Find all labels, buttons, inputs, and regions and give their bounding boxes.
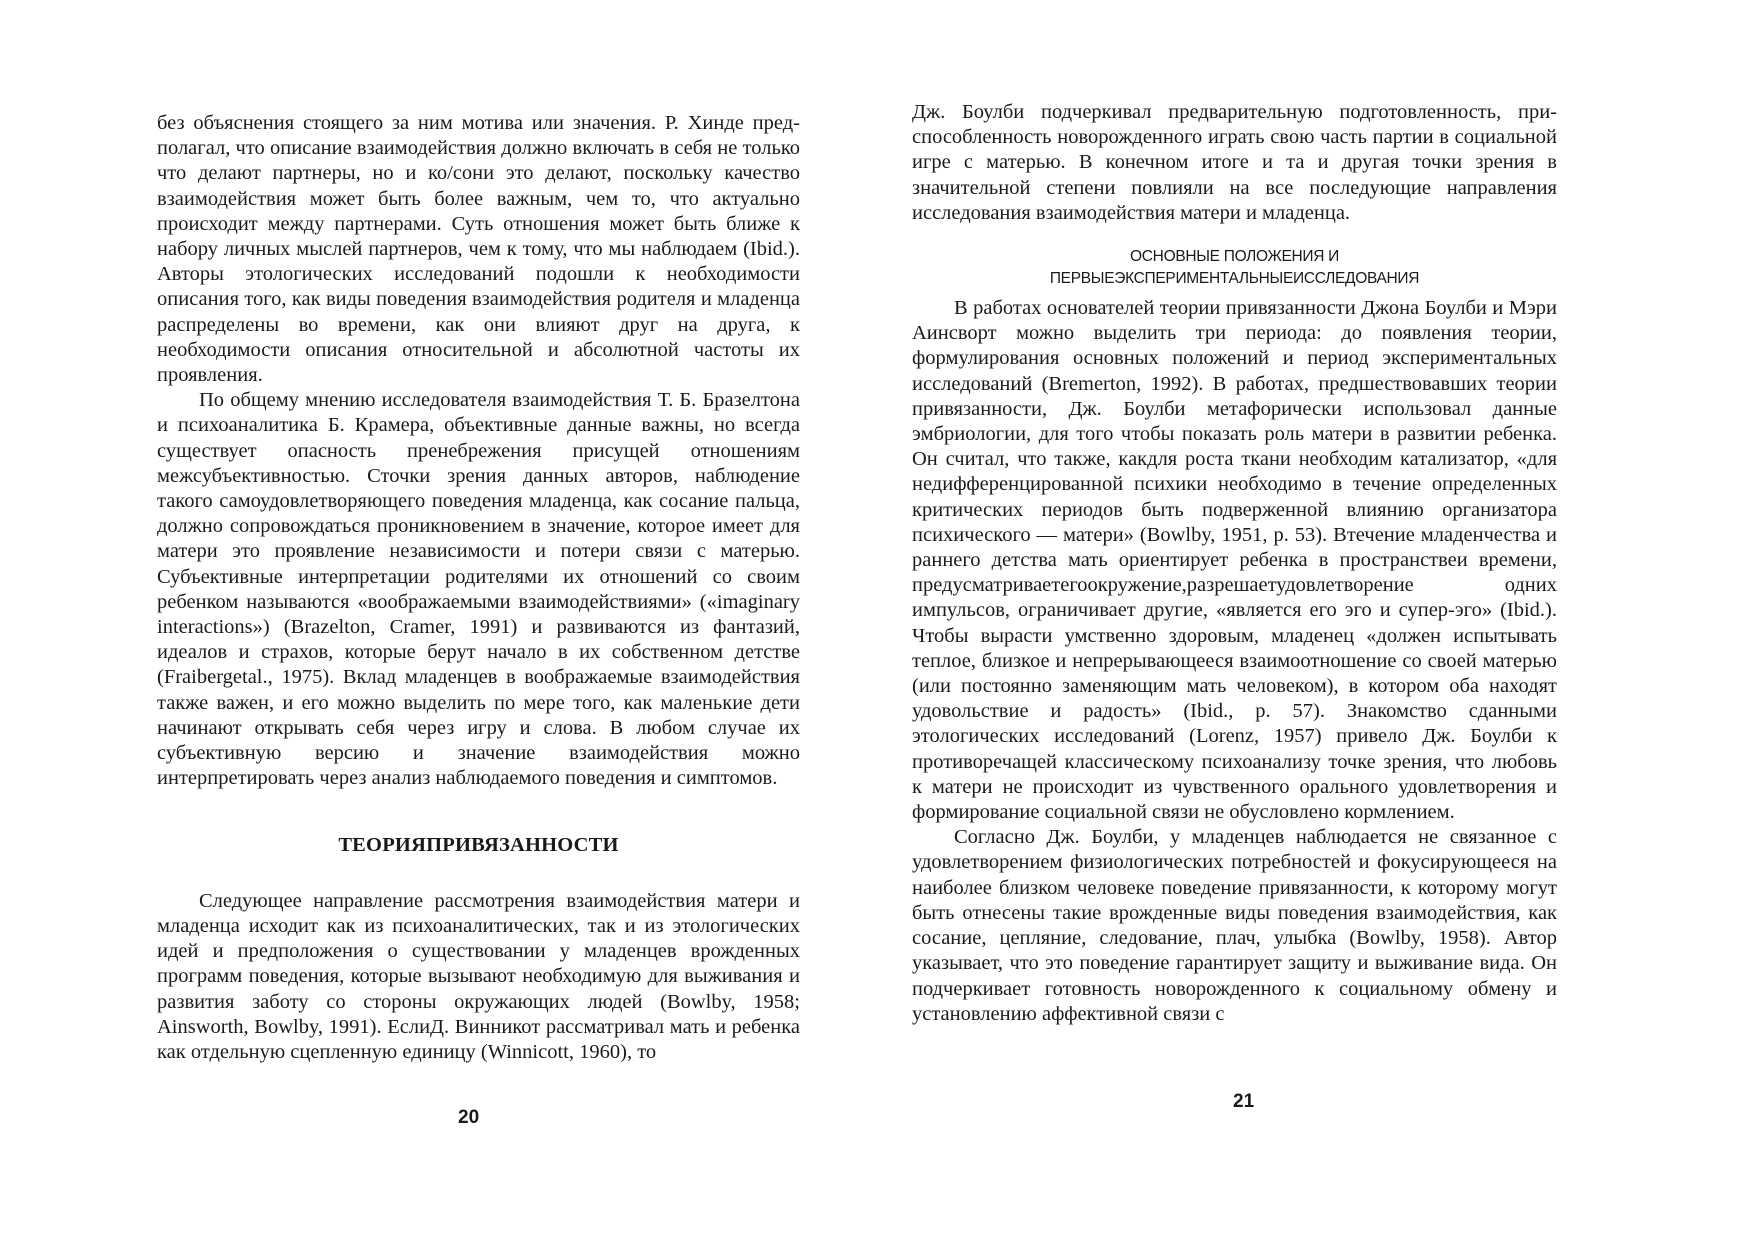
right-page-text-column — [912, 100, 1557, 1027]
left-page-text-column — [157, 111, 800, 1065]
right-paragraph-1: Дж. Боулби подчеркивал предварительную подготовленность, приспособленность новорожденного играть свою часть партии в социальной игре с матерью. В конечном итоге и та и другая точки зрения в значительной степени повлияли на все последующие направления исследования взаимодействия матери и младенца. — [912, 101, 1557, 224]
right-paragraph-2: В работах основателей теории привязанности Джона Боулби и Мэри Аинсворт можно выделить три периода: до появления теории, формулирования основных положений и период экспериментальных исследований (Bremerton, 1992). В работах, предшествовавших теории привязанности, Дж. Боулби метафорически использовал данные эмбриологии, для того чтобы показать роль матери в развитии ребенка. Он считал, что также, какдля роста ткани необходим катализатор, «для недифференцированной психики необходимо в течение определенных критических периодов быть подверженной влиянию организатора психического — матери» (Bowlby, 1951, p. 53). Втечение младенчества и раннего детства мать ориентирует ребенка в пространствеи времени, предусматриваетегоокружение,разрешаетудовлетворение одних импульсов, ограничивает другие, «является его эго и супер-эго» (Ibid.). Чтобы вырасти умственно здоровым, младенец «должен испытывать теплое, близкое и непрерывающееся взаимоотношение со своей матерью (или постоянно заменяющим мать человеком), в котором оба находят удовольствие и радость» (Ibid., p. 57). Знакомство сданными этологических исследований (Lorenz, 1957) привело Дж. Боулби к противоречащей классическому психоанализу точке зрения, что любовь к матери не происходит из чувственного орального удовлетворения и формирование социальной связи не обусловлено кормлением. — [912, 297, 1557, 824]
left-paragraph-3: Следующее направление рассмотрения взаимодействия матери и младенца исходит как из психоаналитических, так и из этологических идей и предположения о существовании у младенцев врожденных программ поведения, которые вызывают необходимую для выживания и развития заботу со стороны окружающих людей (Bowlby, 1958; Ainsworth, Bowlby, 1991). ЕслиД. Винникот рассматривал мать и ребенка как отдельную сцепленную единицу (Winnicott, 1960), то — [157, 889, 800, 1063]
page-number-left: 20 — [458, 1107, 480, 1128]
subheading-line-1: ОСНОВНЫЕ ПОЛОЖЕНИЯ И — [1130, 248, 1339, 266]
left-paragraph-2: По общему мнению исследователя взаимодействия Т. Б. Бразелтона и психоаналитика Б. Крамера, объективные данные важны, но всегда существует опасность пренебрежения присущей отношениям межсубъективностью. Сточки зрения данных авторов, наблюдение такого самоудовлетворяющего поведения младенца, как сосание пальца, должно сопровождаться проникновением в значение, которое имеет для матери это проявление независимости и потери связи с матерью. Субъективные интерпретации родителями их отношений со своим ребенком называются «воображаемыми взаимодействиями» («imaginary interactions») (Brazelton, Cramer, 1991) и развиваются из фантазий, идеалов и страхов, которые берут начало в их собственном детстве (Fraibergetal., 1975). Вклад младенцев в воображаемые взаимодействия также важен, и его можно выделить по мере того, как маленькие дети начинают открывать себя через игру и слова. В любом случае их субъективную версию и значение взаимодействия можно интерпретировать через анализ наблюдаемого поведения и симптомов. — [157, 389, 800, 790]
right-paragraph-3: Согласно Дж. Боулби, у младенцев наблюдается не связанное с удовлетворением физиологических потребностей и фокусирующееся на наиболее близком человеке поведение привязанности, к которому могут быть отнесены такие врожденные виды поведения взаимодействия, как сосание, цепляние, следование, плач, улыбка (Bowlby, 1958). Автор указывает, что это поведение гарантирует защиту и выживание вида. Он подчеркивает готовность новорожденного к социальному обмену и установлению аффективной связи с — [912, 826, 1557, 1025]
subsection-heading — [912, 246, 1557, 290]
page-number-right: 21 — [1233, 1091, 1255, 1112]
subheading-line-2: ПЕРВЫЕЭКСПЕРИМЕНТАЛЬНЫЕИССЛЕДОВАНИЯ — [1049, 270, 1420, 288]
section-heading-attachment-theory: ТЕОРИЯПРИВЯЗАННОСТИ — [338, 834, 619, 857]
right-page — [877, 0, 1754, 1241]
left-paragraph-1: без объяснения стоящего за ним мотива или значения. Р. Хинде предполагал, что описание взаимодействия должно включать в себя не только что делают партнеры, но и ко/сони это делают, поскольку качество взаимодействия может быть более важным, чем то, что актуально происходит между партнерами. Суть отношения может быть ближе к набору личных мыслей партнеров, чем к тому, что мы наблюдаем (Ibid.). Авторы этологических исследований подошли к необходимости описания того, как виды поведения взаимодействия родителя и младенца распределены во времени, как они влияют друг на друга, к необходимости описания относительной и абсолютной частоты их проявления. — [157, 112, 800, 387]
